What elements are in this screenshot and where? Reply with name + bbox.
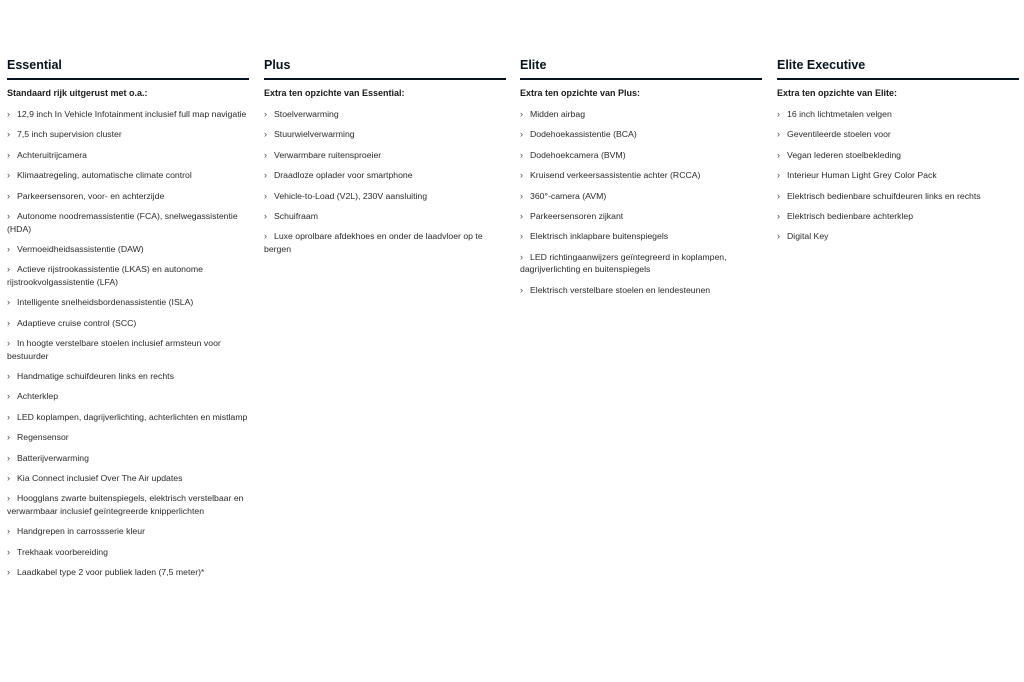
- chevron-right-icon: ›: [7, 264, 10, 275]
- feature-text: Achteruitrijcamera: [17, 149, 88, 160]
- feature-text: Elektrisch bedienbare schuifdeuren links en rechts: [787, 190, 981, 201]
- feature-item: [7, 431, 249, 444]
- chevron-right-icon: ›: [520, 170, 523, 181]
- feature-list: [777, 108, 1019, 243]
- column-essential: [7, 58, 249, 587]
- feature-item: [7, 337, 249, 362]
- feature-text: LED richtingaanwijzers geïntegreerd in koplampen, dagrijverlichting en buitenspiegels: [520, 251, 727, 275]
- chevron-right-icon: ›: [520, 210, 523, 221]
- feature-text: Vegan lederen stoelbekleding: [787, 149, 901, 160]
- column-elite-executive: [777, 58, 1019, 251]
- feature-text: Elektrisch bedienbare achterklep: [787, 210, 914, 221]
- feature-item: [520, 128, 762, 141]
- feature-item: [777, 128, 1019, 141]
- feature-text: Handmatige schuifdeuren links en rechts: [17, 371, 174, 382]
- chevron-right-icon: ›: [7, 297, 10, 308]
- chevron-right-icon: ›: [777, 129, 780, 140]
- feature-item: [7, 546, 249, 559]
- feature-item: [777, 149, 1019, 162]
- feature-text: Elektrisch inklapbare buitenspiegels: [530, 231, 669, 242]
- feature-item: [520, 169, 762, 182]
- chevron-right-icon: ›: [777, 231, 780, 242]
- feature-text: Klimaatregeling, automatische climate control: [17, 170, 192, 181]
- chevron-right-icon: ›: [7, 546, 10, 557]
- feature-text: Interieur Human Light Grey Color Pack: [787, 170, 937, 181]
- feature-text: Adaptieve cruise control (SCC): [17, 317, 137, 328]
- column-subtitle: Standaard rijk uitgerust met o.a.:: [7, 88, 148, 98]
- feature-text: Intelligente snelheidsbordenassistentie (ISLA): [17, 297, 194, 308]
- chevron-right-icon: ›: [777, 149, 780, 160]
- chevron-right-icon: ›: [777, 210, 780, 221]
- feature-item: [520, 251, 762, 276]
- column-title: Elite: [520, 58, 762, 80]
- feature-text: Achterklep: [17, 391, 59, 402]
- column-plus: [264, 58, 506, 263]
- feature-text: Handgrepen in carrossserie kleur: [17, 526, 145, 537]
- feature-item: [7, 492, 249, 517]
- chevron-right-icon: ›: [520, 251, 523, 262]
- chevron-right-icon: ›: [777, 170, 780, 181]
- chevron-right-icon: ›: [7, 317, 10, 328]
- feature-text: Stuurwielverwarming: [274, 129, 355, 140]
- feature-item: [7, 566, 249, 579]
- feature-item: [264, 230, 506, 255]
- feature-text: Vehicle-to-Load (V2L), 230V aansluiting: [274, 190, 428, 201]
- chevron-right-icon: ›: [7, 170, 10, 181]
- chevron-right-icon: ›: [7, 190, 10, 201]
- chevron-right-icon: ›: [264, 129, 267, 140]
- feature-text: Midden airbag: [530, 109, 586, 119]
- chevron-right-icon: ›: [777, 109, 780, 119]
- chevron-right-icon: ›: [264, 170, 267, 181]
- chevron-right-icon: ›: [7, 210, 10, 221]
- chevron-right-icon: ›: [7, 432, 10, 443]
- chevron-right-icon: ›: [264, 109, 267, 119]
- feature-text: Hoogglans zwarte buitenspiegels, elektrisch verstelbaar en verwarmbaar inclusief geïntegreerde knipperlichten: [7, 493, 244, 517]
- feature-item: [520, 190, 762, 203]
- feature-text: Vermoeidheidsassistentie (DAW): [17, 243, 144, 254]
- feature-text: Laadkabel type 2 voor publiek laden (7,5 meter)*: [17, 567, 205, 578]
- feature-item: [7, 108, 249, 121]
- feature-text: Batterijverwarming: [17, 452, 89, 463]
- feature-item: [7, 452, 249, 465]
- feature-item: [7, 411, 249, 424]
- feature-item: [7, 370, 249, 383]
- feature-item: [7, 128, 249, 141]
- feature-list: [520, 108, 762, 296]
- feature-text: Stoelverwarming: [274, 109, 339, 119]
- chevron-right-icon: ›: [7, 129, 10, 140]
- column-title: Elite Executive: [777, 58, 1019, 80]
- chevron-right-icon: ›: [7, 109, 10, 119]
- feature-item: [520, 210, 762, 223]
- feature-item: [264, 149, 506, 162]
- chevron-right-icon: ›: [520, 284, 523, 295]
- chevron-right-icon: ›: [7, 338, 10, 349]
- chevron-right-icon: ›: [264, 231, 267, 242]
- feature-text: 7,5 inch supervision cluster: [17, 129, 122, 140]
- chevron-right-icon: ›: [7, 567, 10, 578]
- feature-item: [7, 317, 249, 330]
- chevron-right-icon: ›: [7, 452, 10, 463]
- feature-text: Verwarmbare ruitensproeier: [274, 149, 382, 160]
- feature-item: [7, 169, 249, 182]
- column-title: Plus: [264, 58, 506, 80]
- feature-item: [520, 284, 762, 297]
- feature-item: [264, 128, 506, 141]
- chevron-right-icon: ›: [777, 190, 780, 201]
- feature-item: [7, 472, 249, 485]
- chevron-right-icon: ›: [7, 473, 10, 484]
- feature-text: 12,9 inch In Vehicle Infotainment inclusief full map navigatie: [17, 109, 247, 119]
- feature-text: Dodehoekassistentie (BCA): [530, 129, 637, 140]
- feature-text: Luxe oprolbare afdekhoes en onder de laadvloer op te bergen: [264, 231, 483, 254]
- column-title: Essential: [7, 58, 249, 80]
- feature-item: [7, 390, 249, 403]
- feature-list: [7, 108, 249, 579]
- feature-text: Kruisend verkeersassistentie achter (RCCA): [530, 170, 701, 181]
- column-subtitle: Extra ten opzichte van Essential:: [264, 88, 405, 98]
- feature-item: [7, 149, 249, 162]
- feature-text: 16 inch lichtmetalen velgen: [787, 109, 892, 119]
- feature-item: [777, 190, 1019, 203]
- feature-item: [777, 210, 1019, 223]
- feature-text: Trekhaak voorbereiding: [17, 546, 108, 557]
- feature-text: Regensensor: [17, 432, 69, 443]
- feature-text: Digital Key: [787, 231, 829, 242]
- feature-item: [777, 169, 1019, 182]
- feature-item: [7, 243, 249, 256]
- chevron-right-icon: ›: [7, 371, 10, 382]
- feature-item: [520, 230, 762, 243]
- chevron-right-icon: ›: [520, 109, 523, 119]
- feature-item: [777, 230, 1019, 243]
- feature-text: Elektrisch verstelbare stoelen en lendesteunen: [530, 284, 711, 295]
- feature-item: [264, 169, 506, 182]
- feature-text: Schuifraam: [274, 210, 318, 221]
- feature-item: [7, 525, 249, 538]
- chevron-right-icon: ›: [7, 411, 10, 422]
- chevron-right-icon: ›: [264, 149, 267, 160]
- chevron-right-icon: ›: [7, 243, 10, 254]
- feature-item: [520, 108, 762, 121]
- feature-item: [777, 108, 1019, 121]
- feature-item: [264, 190, 506, 203]
- column-elite: [520, 58, 762, 304]
- chevron-right-icon: ›: [7, 391, 10, 402]
- feature-item: [520, 149, 762, 162]
- feature-text: 360°-camera (AVM): [530, 190, 607, 201]
- feature-item: [7, 296, 249, 309]
- column-subtitle: Extra ten opzichte van Plus:: [520, 88, 641, 98]
- chevron-right-icon: ›: [7, 493, 10, 504]
- feature-text: Actieve rijstrookassistentie (LKAS) en autonome rijstrookvolgassistentie (LFA): [7, 264, 203, 287]
- feature-text: Geventileerde stoelen voor: [787, 129, 891, 140]
- feature-text: LED koplampen, dagrijverlichting, achterlichten en mistlamp: [17, 411, 248, 422]
- feature-text: Kia Connect inclusief Over The Air updates: [17, 473, 183, 484]
- chevron-right-icon: ›: [7, 149, 10, 160]
- chevron-right-icon: ›: [520, 129, 523, 140]
- feature-item: [7, 210, 249, 235]
- feature-item: [7, 263, 249, 288]
- feature-text: In hoogte verstelbare stoelen inclusief armsteun voor bestuurder: [7, 338, 221, 361]
- feature-text: Autonome noodremassistentie (FCA), snelwegassistentie (HDA): [7, 210, 238, 234]
- feature-text: Dodehoekcamera (BVM): [530, 149, 626, 160]
- chevron-right-icon: ›: [7, 526, 10, 537]
- chevron-right-icon: ›: [520, 231, 523, 242]
- feature-text: Parkeersensoren zijkant: [530, 210, 624, 221]
- chevron-right-icon: ›: [520, 190, 523, 201]
- feature-item: [7, 190, 249, 203]
- feature-text: Draadloze oplader voor smartphone: [274, 170, 413, 181]
- chevron-right-icon: ›: [520, 149, 523, 160]
- feature-list: [264, 108, 506, 256]
- column-subtitle: Extra ten opzichte van Elite:: [777, 88, 898, 98]
- feature-text: Parkeersensoren, voor- en achterzijde: [17, 190, 165, 201]
- feature-item: [264, 108, 506, 121]
- chevron-right-icon: ›: [264, 210, 267, 221]
- chevron-right-icon: ›: [264, 190, 267, 201]
- feature-item: [264, 210, 506, 223]
